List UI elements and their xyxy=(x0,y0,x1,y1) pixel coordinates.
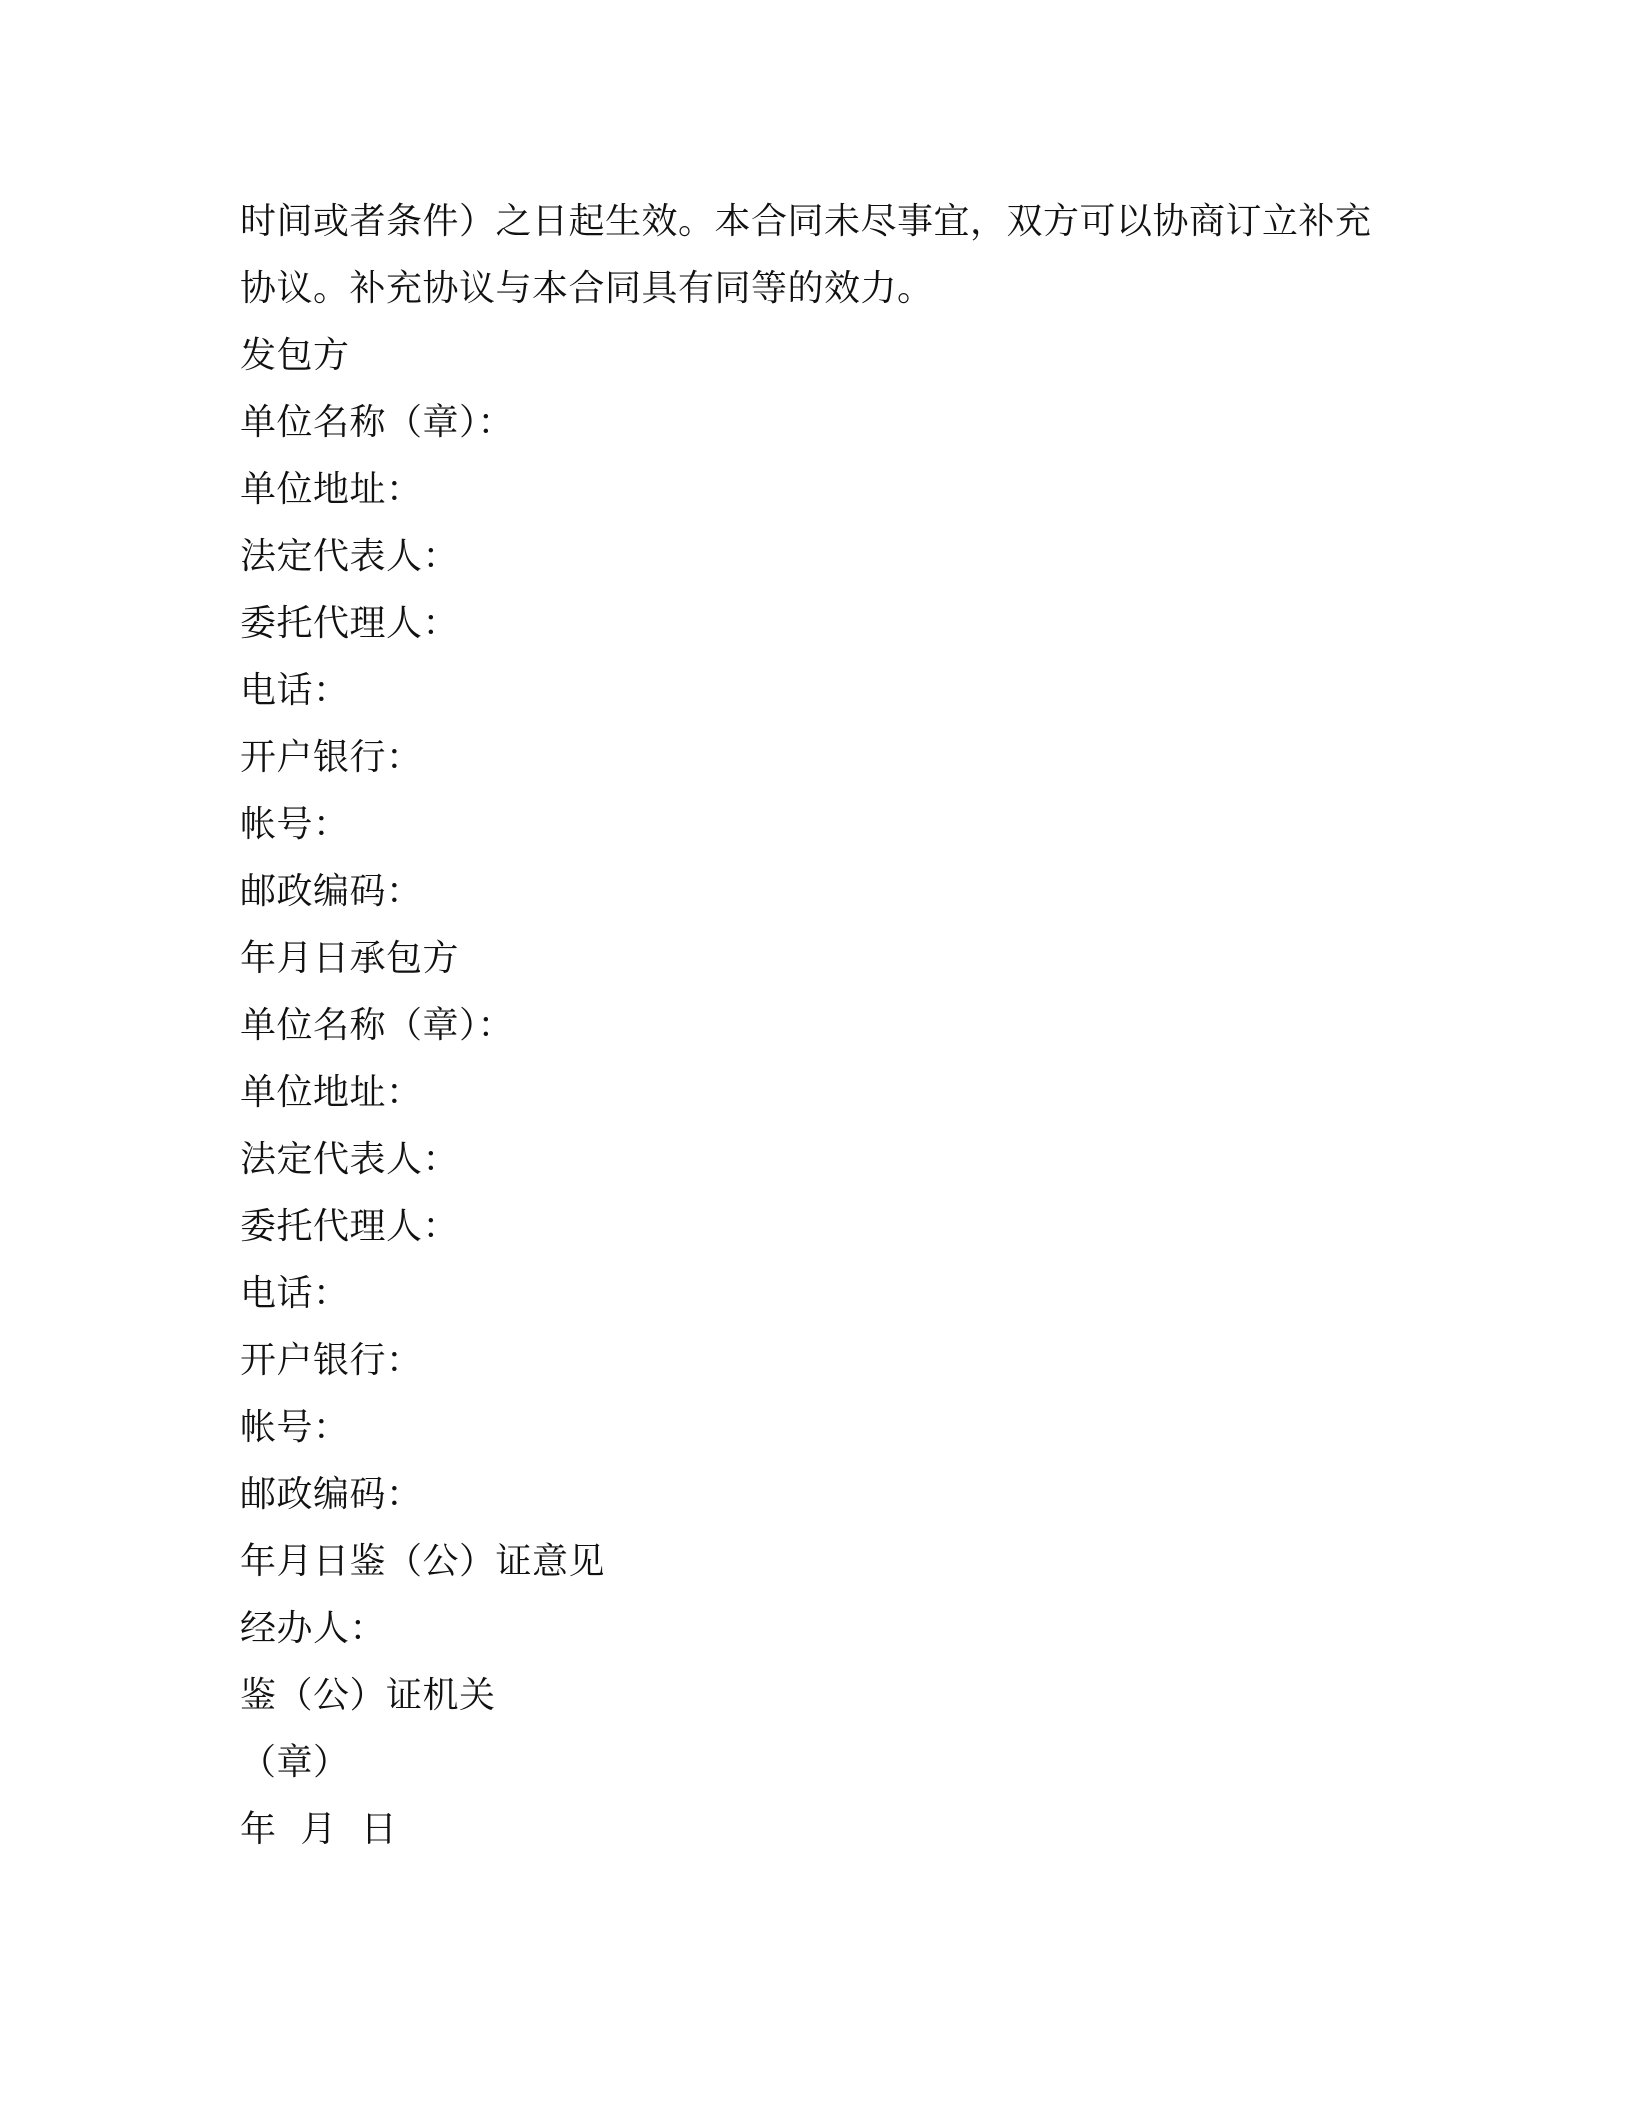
employer-unit-address-field: 单位地址： xyxy=(240,469,423,510)
contractor-heading: 年月日承包方 xyxy=(240,938,460,979)
contractor-unit-name-field: 单位名称（章）： xyxy=(240,1005,515,1046)
contractor-agent-field: 委托代理人： xyxy=(240,1206,460,1247)
notary-date-label: 年 月 日 xyxy=(240,1809,398,1850)
contractor-section xyxy=(240,925,1410,1528)
document-body xyxy=(240,188,1410,1863)
employer-phone-field: 电话： xyxy=(240,670,350,711)
employer-section xyxy=(240,322,1410,925)
notary-seal-label: （章） xyxy=(240,1742,350,1783)
contractor-bank-field: 开户银行： xyxy=(240,1340,423,1381)
contractor-account-field: 帐号： xyxy=(240,1407,350,1448)
notary-section xyxy=(240,1528,1410,1863)
intro-paragraph xyxy=(240,188,1410,322)
intro-line-2: 协议。补充协议与本合同具有同等的效力。 xyxy=(240,268,934,309)
contractor-phone-field: 电话： xyxy=(240,1273,350,1314)
employer-legal-rep-field: 法定代表人： xyxy=(240,536,460,577)
employer-unit-name-field: 单位名称（章）： xyxy=(240,402,515,443)
employer-heading: 发包方 xyxy=(240,335,350,376)
employer-account-field: 帐号： xyxy=(240,804,350,845)
notary-heading: 年月日鉴（公）证意见 xyxy=(240,1541,606,1582)
notary-authority-label: 鉴（公）证机关 xyxy=(240,1675,496,1716)
intro-line-1: 时间或者条件）之日起生效。本合同未尽事宜，双方可以协商订立补充 xyxy=(240,201,1372,242)
contractor-unit-address-field: 单位地址： xyxy=(240,1072,423,1113)
employer-agent-field: 委托代理人： xyxy=(240,603,460,644)
employer-postcode-field: 邮政编码： xyxy=(240,871,423,912)
employer-bank-field: 开户银行： xyxy=(240,737,423,778)
contractor-legal-rep-field: 法定代表人： xyxy=(240,1139,460,1180)
contractor-postcode-field: 邮政编码： xyxy=(240,1474,423,1515)
notary-handler-field: 经办人： xyxy=(240,1608,387,1649)
